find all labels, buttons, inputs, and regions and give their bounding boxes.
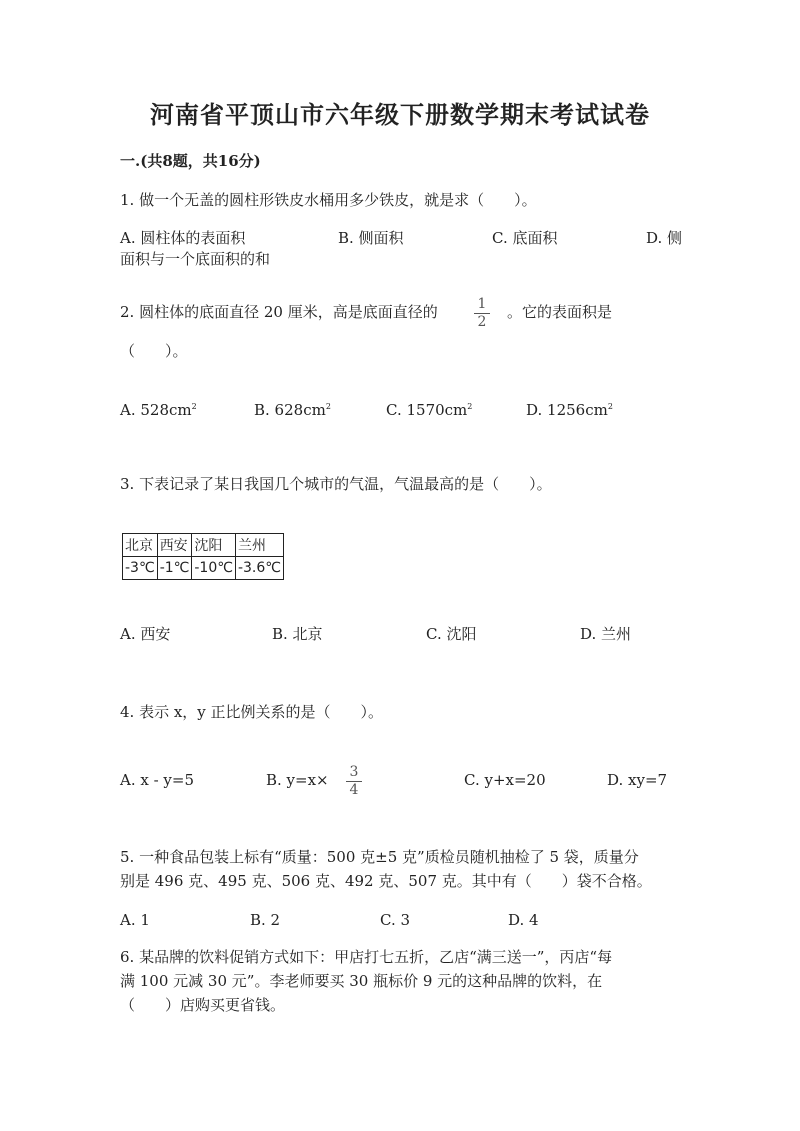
- page-title: 河南省平顶山市六年级下册数学期末考试试卷: [150, 100, 650, 129]
- section-heading: 一.(共8题，共16分): [120, 152, 261, 170]
- question-2-text-after: 。它的表面积是: [507, 303, 613, 321]
- question-2-option-c[interactable]: [386, 395, 472, 422]
- table-cell: -3℃: [123, 557, 158, 580]
- question-2-blank: （ ）。: [120, 342, 188, 360]
- table-row-cities: [123, 534, 284, 557]
- question-1-option-a[interactable]: A. 圆柱体的表面积: [120, 229, 246, 247]
- table-cell: 西安: [157, 534, 192, 557]
- question-1-option-d[interactable]: D. 侧: [646, 229, 683, 247]
- unit-superscript: 2: [191, 402, 197, 411]
- option-text: A. 528cm: [120, 401, 192, 419]
- question-2-text-before: 2. 圆柱体的底面直径 20 厘米，高是底面直径的: [120, 303, 438, 321]
- unit-superscript: 2: [607, 402, 613, 411]
- question-5-option-b[interactable]: B. 2: [250, 911, 281, 929]
- question-2-fraction: [474, 297, 490, 330]
- question-4-option-a[interactable]: A. x - y=5: [120, 771, 195, 789]
- question-5-option-c[interactable]: C. 3: [380, 911, 411, 929]
- question-3-option-b[interactable]: B. 北京: [272, 625, 323, 643]
- fraction-numerator: 3: [349, 764, 359, 780]
- option-text: C. 1570cm: [386, 401, 468, 419]
- question-4-option-c[interactable]: C. y+x=20: [464, 771, 546, 789]
- question-2-option-a[interactable]: [120, 395, 197, 422]
- table-cell: 北京: [123, 534, 158, 557]
- question-3-text: 3. 下表记录了某日我国几个城市的气温，气温最高的是（ ）。: [120, 475, 552, 493]
- question-1-text: 1. 做一个无盖的圆柱形铁皮水桶用多少铁皮，就是求（ ）。: [120, 191, 537, 209]
- question-6-line-1: 6. 某品牌的饮料促销方式如下：甲店打七五折，乙店“满三送一”，丙店“每: [120, 948, 613, 966]
- table-cell: -1℃: [157, 557, 192, 580]
- question-2-option-d[interactable]: [526, 395, 613, 422]
- question-1-option-b[interactable]: B. 侧面积: [338, 229, 404, 247]
- temperature-table: [122, 533, 284, 580]
- question-2-option-b[interactable]: [254, 395, 331, 422]
- question-5-line-1: 5. 一种食品包装上标有“质量：500 克±5 克”质检员随机抽检了 5 袋，质量分: [120, 848, 639, 866]
- question-1-option-d-continued: 面积与一个底面积的和: [120, 250, 271, 268]
- option-text: D. 1256cm: [526, 401, 608, 419]
- question-5-option-a[interactable]: A. 1: [120, 911, 150, 929]
- question-3-option-c[interactable]: C. 沈阳: [426, 625, 477, 643]
- table-cell: 兰州: [235, 534, 283, 557]
- question-4-text: 4. 表示 x，y 正比例关系的是（ ）。: [120, 703, 384, 721]
- question-4-option-b[interactable]: B. y=x×: [266, 771, 329, 789]
- fraction-denominator: 2: [477, 314, 487, 330]
- question-4-fraction: [346, 765, 362, 798]
- table-row-temps: [123, 557, 284, 580]
- table-cell: -3.6℃: [235, 557, 283, 580]
- question-5-line-2: 别是 496 克、495 克、506 克、492 克、507 克。其中有（ ）袋不合格。: [120, 872, 652, 890]
- fraction-denominator: 4: [349, 782, 359, 798]
- option-text: B. 628cm: [254, 401, 326, 419]
- question-1-option-c[interactable]: C. 底面积: [492, 229, 558, 247]
- table-cell: 沈阳: [192, 534, 236, 557]
- question-6-line-3: （ ）店购买更省钱。: [120, 996, 286, 1014]
- question-4-option-d[interactable]: D. xy=7: [607, 771, 668, 789]
- question-3-option-d[interactable]: D. 兰州: [580, 625, 632, 643]
- question-3-option-a[interactable]: A. 西安: [120, 625, 171, 643]
- question-6-line-2: 满 100 元减 30 元”。李老师要买 30 瓶标价 9 元的这种品牌的饮料，在: [120, 972, 603, 990]
- table-cell: -10℃: [192, 557, 236, 580]
- fraction-numerator: 1: [477, 296, 487, 312]
- question-5-option-d[interactable]: D. 4: [508, 911, 539, 929]
- unit-superscript: 2: [467, 402, 473, 411]
- unit-superscript: 2: [325, 402, 331, 411]
